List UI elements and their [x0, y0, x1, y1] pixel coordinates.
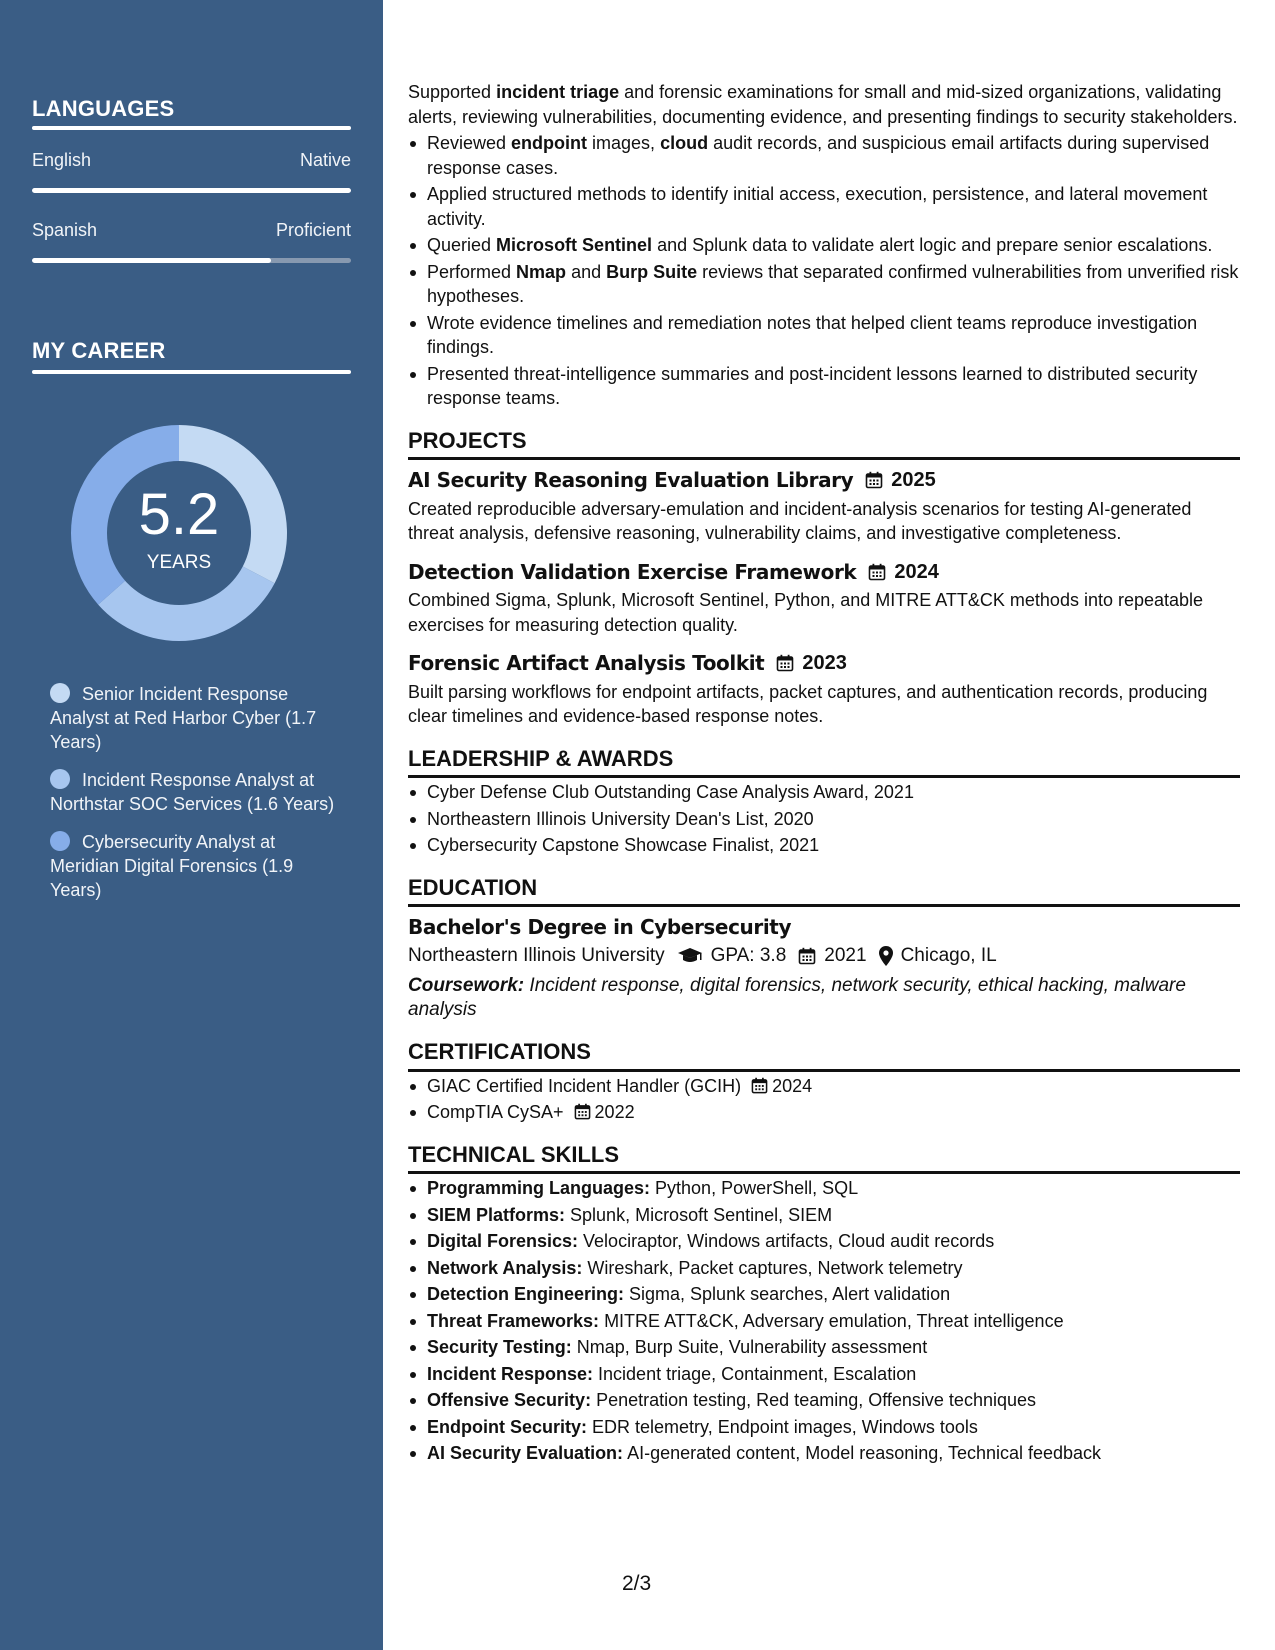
projects-list [408, 468, 1240, 729]
skill-item: Incident Response: Incident triage, Containment, Escalation [408, 1362, 1240, 1387]
skill-item: Network Analysis: Wireshark, Packet captures, Network telemetry [408, 1256, 1240, 1281]
language-bar-spanish [32, 258, 351, 263]
projects-heading: PROJECTS [408, 429, 1240, 461]
certification-name: CompTIA CySA+ [427, 1102, 564, 1122]
languages-heading: LANGUAGES [32, 96, 175, 121]
certification-item [408, 1100, 1240, 1125]
project-year: 2024 [894, 560, 939, 583]
skill-item: SIEM Platforms: Splunk, Microsoft Sentinel, SIEM [408, 1203, 1240, 1228]
leadership-item: Northeastern Illinois University Dean's List, 2020 [408, 807, 1240, 832]
calendar-icon [776, 654, 794, 672]
calendar-icon [868, 563, 886, 581]
career-heading: MY CAREER [32, 338, 166, 363]
calendar-icon [751, 1077, 768, 1094]
project-title-row [408, 651, 1240, 676]
career-total-years: 5.2 [138, 482, 220, 547]
main-content [408, 80, 1240, 1468]
project-title: Forensic Artifact Analysis Toolkit [408, 651, 765, 675]
education-section [408, 915, 1240, 1022]
certification-year: 2022 [594, 1102, 635, 1122]
education-heading: EDUCATION [408, 876, 1240, 908]
experience-intro: Supported incident triage and forensic examinations for small and mid-sized organizations, validating alerts, reviewing vulnerabilities, documenting evidence, and presenting findings to security stakeholders. [408, 82, 1238, 127]
career-donut-chart [66, 420, 292, 646]
language-bar-english [32, 188, 351, 193]
career-legend-item [50, 682, 340, 754]
language-level: Native [299, 150, 351, 170]
career-legend-item [50, 768, 340, 816]
language-row-english [32, 150, 351, 171]
skill-item: Endpoint Security: EDR telemetry, Endpoint images, Windows tools [408, 1415, 1240, 1440]
leadership-heading: LEADERSHIP & AWARDS [408, 747, 1240, 779]
leadership-item: Cybersecurity Capstone Showcase Finalist, 2021 [408, 833, 1240, 858]
experience-bullet: Wrote evidence timelines and remediation notes that helped client teams reproduce investigation findings. [408, 311, 1240, 360]
certification-year: 2024 [772, 1075, 813, 1096]
language-row-spanish [32, 220, 351, 241]
project-title: Detection Validation Exercise Framework [408, 559, 857, 584]
languages-rule [32, 126, 351, 130]
graduation-cap-icon [677, 947, 703, 965]
skills-list [408, 1176, 1240, 1466]
career-donut-center [66, 420, 292, 646]
skill-item: Detection Engineering: Sigma, Splunk searches, Alert validation [408, 1282, 1240, 1307]
project-item [408, 651, 1240, 729]
project-title: AI Security Reasoning Evaluation Library [408, 468, 854, 492]
skills-heading: TECHNICAL SKILLS [408, 1143, 1240, 1175]
project-item [408, 560, 1240, 638]
project-year: 2023 [802, 652, 847, 674]
calendar-icon [798, 947, 816, 965]
project-description: Created reproducible adversary-emulation and incident-analysis scenarios for testing AI-generated threat analysis, defensive reasoning, vulnerability claims, and investigative completeness. [408, 498, 1192, 543]
skill-item: Offensive Security: Penetration testing, Red teaming, Offensive techniques [408, 1388, 1240, 1413]
skill-item: Digital Forensics: Velociraptor, Windows artifacts, Cloud audit records [408, 1229, 1240, 1254]
education-details [408, 944, 1240, 969]
calendar-icon [574, 1103, 591, 1120]
skill-item: Security Testing: Nmap, Burp Suite, Vulnerability assessment [408, 1335, 1240, 1360]
project-description: Built parsing workflows for endpoint artifacts, packet captures, and authentication records, producing clear timelines and evidence-based response notes. [408, 681, 1208, 726]
education-school: Northeastern Illinois University [408, 944, 665, 966]
project-title-row [408, 468, 1240, 493]
skill-item: AI Security Evaluation: AI-generated content, Model reasoning, Technical feedback [408, 1441, 1240, 1466]
experience-bullet: Applied structured methods to identify initial access, execution, persistence, and lateral movement activity. [408, 182, 1240, 231]
career-total-unit: YEARS [146, 552, 212, 573]
certification-item [408, 1074, 1240, 1099]
education-year: 2021 [824, 944, 867, 966]
skill-item: Programming Languages: Python, PowerShell, SQL [408, 1176, 1240, 1201]
legend-dot [50, 683, 70, 703]
education-coursework: Coursework: Incident response, digital forensics, network security, ethical hacking, malware analysis [408, 975, 1186, 1020]
career-legend-text: Incident Response Analyst at Northstar SOC Services (1.6 Years) [50, 770, 335, 814]
skill-item: Threat Frameworks: MITRE ATT&CK, Adversary emulation, Threat intelligence [408, 1309, 1240, 1334]
certifications-list [408, 1074, 1240, 1125]
project-year: 2025 [891, 469, 936, 491]
calendar-icon [865, 471, 883, 489]
legend-dot [50, 769, 70, 789]
experience-bullet: Reviewed endpoint images, cloud audit records, and suspicious email artifacts during supervised response cases. [408, 131, 1240, 180]
education-location: Chicago, IL [900, 944, 997, 966]
leadership-item: Cyber Defense Club Outstanding Case Analysis Award, 2021 [408, 780, 1240, 805]
experience-bullet: Performed Nmap and Burp Suite reviews that separated confirmed vulnerabilities from unverified risk hypotheses. [408, 260, 1240, 309]
experience-bullet: Queried Microsoft Sentinel and Splunk data to validate alert logic and prepare senior escalations. [408, 233, 1240, 258]
project-title-row [408, 560, 1240, 585]
project-description: Combined Sigma, Splunk, Microsoft Sentinel, Python, and MITRE ATT&CK methods into repeatable exercises for measuring detection quality. [408, 590, 1204, 635]
career-legend-text: Senior Incident Response Analyst at Red Harbor Cyber (1.7 Years) [50, 684, 317, 752]
career-legend [50, 682, 340, 916]
project-item [408, 468, 1240, 546]
certification-name: GIAC Certified Incident Handler (GCIH) [427, 1075, 742, 1096]
sidebar [0, 0, 383, 1650]
education-gpa: GPA: 3.8 [710, 944, 787, 966]
page-number: 2/3 [622, 1572, 652, 1595]
legend-dot [50, 831, 70, 851]
career-rule [32, 370, 351, 374]
language-bar-fill [32, 188, 351, 193]
certifications-heading: CERTIFICATIONS [408, 1040, 1240, 1072]
language-name: Spanish [32, 220, 98, 240]
education-degree: Bachelor's Degree in Cybersecurity [408, 915, 792, 939]
experience-bullet: Presented threat-intelligence summaries and post-incident lessons learned to distributed security response teams. [408, 362, 1240, 411]
career-legend-item [50, 830, 340, 902]
location-pin-icon [879, 946, 893, 966]
language-bar-fill [32, 258, 271, 263]
leadership-list [408, 780, 1240, 858]
experience-bullets [408, 131, 1240, 411]
language-name: English [32, 150, 92, 170]
career-legend-text: Cybersecurity Analyst at Meridian Digital Forensics (1.9 Years) [50, 832, 294, 900]
language-level: Proficient [275, 220, 351, 240]
